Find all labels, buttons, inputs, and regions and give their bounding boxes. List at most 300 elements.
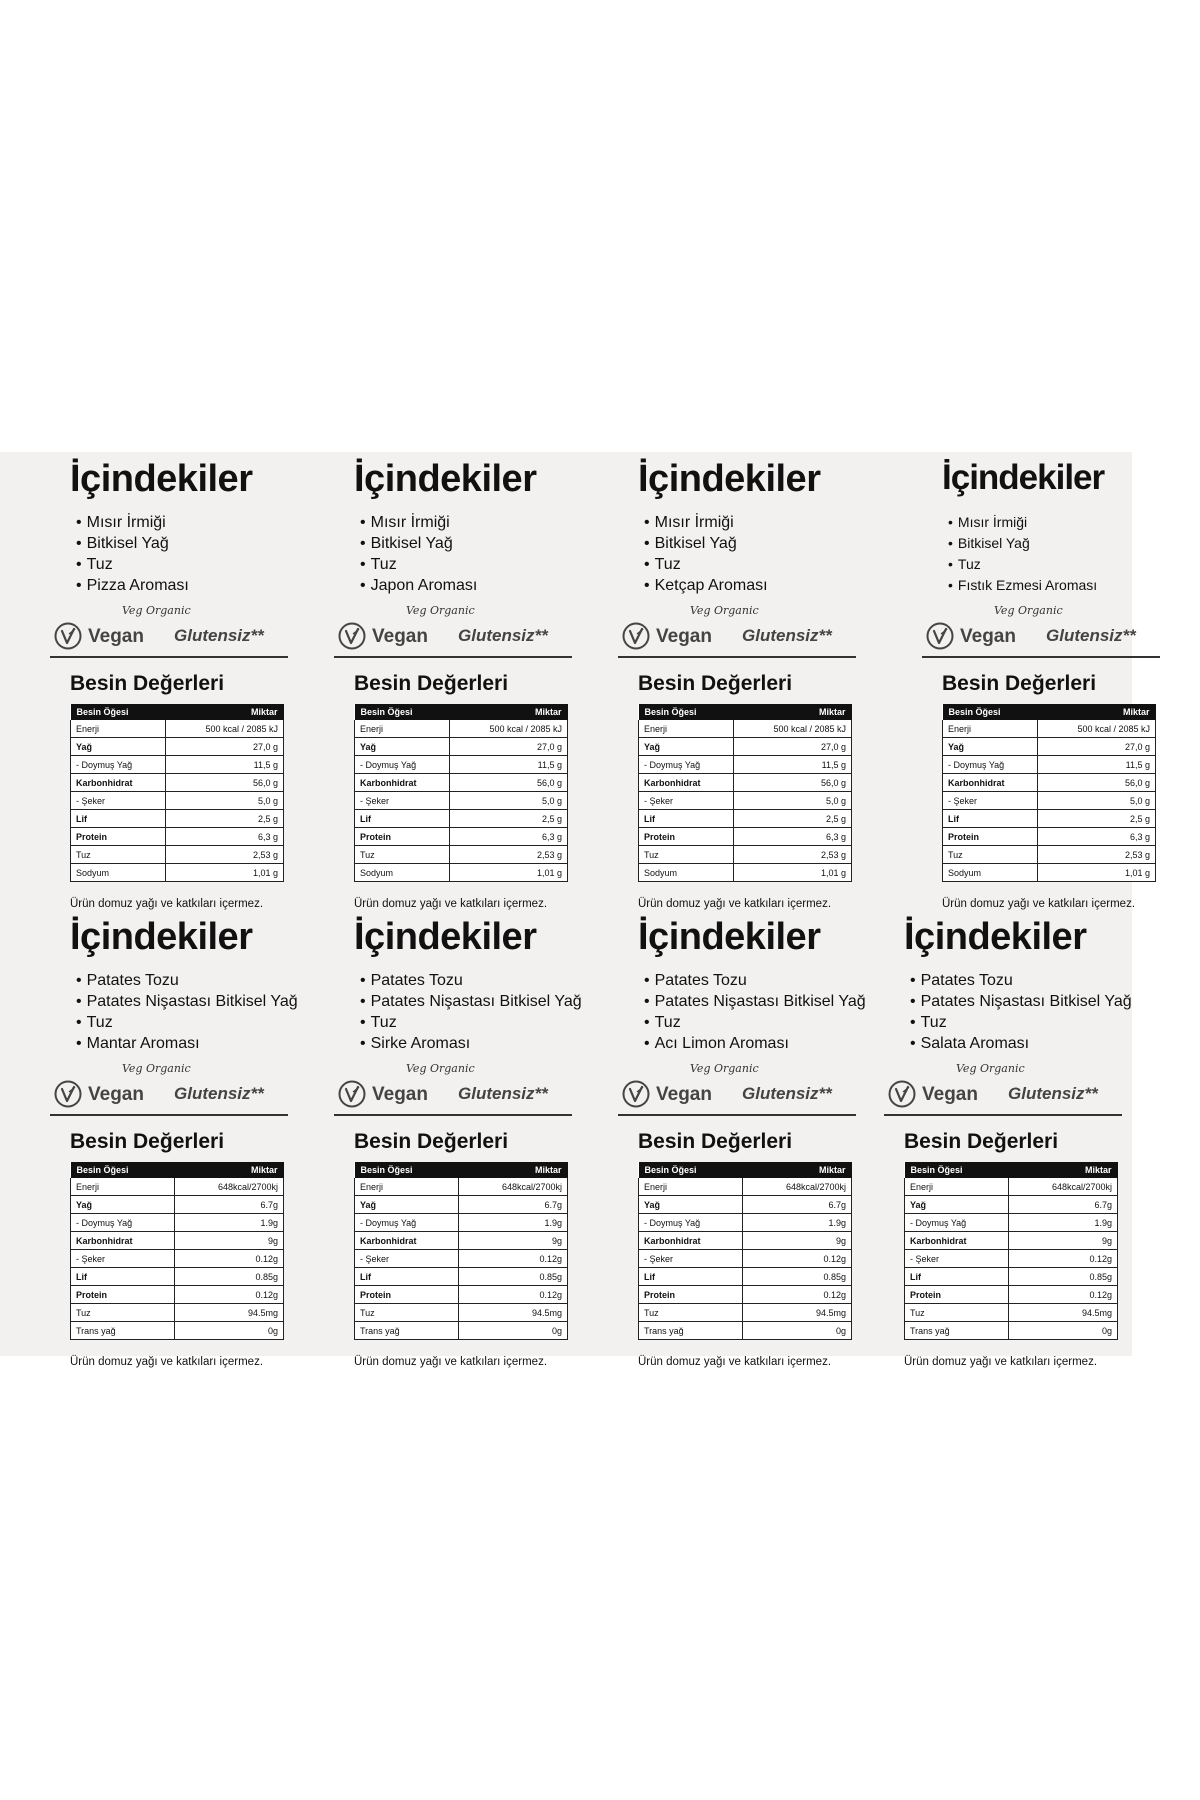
nutrient-value: 11,5 g — [450, 756, 568, 774]
nutrient-name: Lif — [905, 1268, 1009, 1286]
table-row — [71, 774, 284, 792]
table-row — [905, 1232, 1118, 1250]
nutrient-value: 0.12g — [458, 1250, 567, 1268]
nutrition-table — [70, 1162, 284, 1340]
table-header-row — [943, 704, 1156, 720]
nutrient-value: 1,01 g — [166, 864, 284, 882]
table-row — [71, 846, 284, 864]
table-row — [355, 756, 568, 774]
ingredient-item: • Patates Nişastası Bitkisel Yağ — [76, 991, 298, 1012]
ingredient-item: • Tuz — [76, 554, 189, 575]
label-panel — [876, 910, 1132, 1368]
table-row — [71, 828, 284, 846]
table-row — [71, 1304, 284, 1322]
nutrient-name: Sodyum — [639, 864, 734, 882]
nutrition-heading: Besin Değerleri — [638, 672, 793, 695]
ingredient-item: • Mısır İrmiği — [644, 512, 768, 533]
label-panel — [914, 452, 1164, 910]
table-row — [943, 792, 1156, 810]
table-row — [639, 1286, 852, 1304]
nutrient-value: 6.7g — [1008, 1196, 1117, 1214]
nutrient-name: Karbonhidrat — [905, 1232, 1009, 1250]
nutrient-value: 2,5 g — [166, 810, 284, 828]
ingredient-item: • Patates Nişastası Bitkisel Yağ — [360, 991, 582, 1012]
vegan-label: Vegan — [372, 1084, 428, 1105]
table-row — [639, 738, 852, 756]
nutrient-value: 500 kcal / 2085 kJ — [166, 720, 284, 738]
nutrient-name: Protein — [639, 1286, 743, 1304]
nutrient-name: Lif — [639, 1268, 743, 1286]
nutrient-name: Lif — [943, 810, 1038, 828]
nutrient-value: 1,01 g — [1038, 864, 1156, 882]
gluten-free-label: Glutensiz** — [1046, 626, 1136, 645]
nutrient-name: Karbonhidrat — [943, 774, 1038, 792]
table-row — [639, 1268, 852, 1286]
column-header-amount: Miktar — [174, 1162, 283, 1178]
table-row — [639, 846, 852, 864]
table-row — [71, 756, 284, 774]
nutrient-value: 27,0 g — [734, 738, 852, 756]
table-row — [943, 774, 1156, 792]
nutrient-name: Yağ — [905, 1196, 1009, 1214]
vegan-label: Vegan — [960, 626, 1016, 647]
nutrient-value: 2,53 g — [1038, 846, 1156, 864]
nutrient-name: Enerji — [71, 1178, 175, 1196]
gluten-free-label: Glutensiz** — [458, 626, 548, 645]
nutrient-name: Lif — [355, 810, 450, 828]
nutrient-name: Yağ — [71, 1196, 175, 1214]
nutrient-name: Tuz — [943, 846, 1038, 864]
nutrient-value: 6,3 g — [734, 828, 852, 846]
nutrient-value: 27,0 g — [166, 738, 284, 756]
table-row — [71, 1250, 284, 1268]
nutrient-value: 2,5 g — [450, 810, 568, 828]
ingredient-list — [644, 970, 866, 1054]
nutrient-value: 648kcal/2700kj — [1008, 1178, 1117, 1196]
table-header-row — [355, 1162, 568, 1178]
ingredients-title: İçindekiler — [70, 916, 253, 958]
ingredient-item: • Tuz — [948, 554, 1097, 575]
pork-free-note: Ürün domuz yağı ve katkıları içermez. — [638, 898, 832, 910]
nutrient-name: Karbonhidrat — [639, 774, 734, 792]
ingredient-item: • Patates Tozu — [360, 970, 582, 991]
table-row — [639, 864, 852, 882]
nutrient-value: 1,01 g — [734, 864, 852, 882]
ingredient-list — [76, 512, 189, 596]
table-header-row — [905, 1162, 1118, 1178]
nutrient-value: 1.9g — [1008, 1214, 1117, 1232]
ingredients-title: İçindekiler — [70, 458, 253, 500]
table-row — [355, 1196, 568, 1214]
nutrient-name: Trans yağ — [355, 1322, 459, 1340]
nutrition-heading: Besin Değerleri — [942, 672, 1097, 695]
nutrient-name: Tuz — [71, 846, 166, 864]
ingredient-list — [644, 512, 768, 596]
ingredient-item: • Bitkisel Yağ — [360, 533, 477, 554]
ingredient-item: • Patates Tozu — [910, 970, 1132, 991]
vegan-label: Vegan — [88, 626, 144, 647]
table-row — [639, 1322, 852, 1340]
nutrient-name: Tuz — [355, 1304, 459, 1322]
nutrition-heading: Besin Değerleri — [904, 1130, 1059, 1153]
ingredients-title: İçindekiler — [638, 916, 821, 958]
nutrient-value: 648kcal/2700kj — [742, 1178, 851, 1196]
nutrition-heading: Besin Değerleri — [354, 1130, 509, 1153]
nutrition-table — [942, 704, 1156, 882]
table-row — [71, 1214, 284, 1232]
table-row — [905, 1268, 1118, 1286]
table-row — [71, 1178, 284, 1196]
nutrient-name: Karbonhidrat — [71, 774, 166, 792]
nutrient-name: Yağ — [355, 738, 450, 756]
vegan-leaf-icon — [338, 622, 366, 650]
nutrient-name: - Şeker — [355, 792, 450, 810]
table-row — [639, 1196, 852, 1214]
ingredient-item: • Tuz — [910, 1012, 1132, 1033]
table-row — [639, 1214, 852, 1232]
nutrient-value: 0g — [174, 1322, 283, 1340]
nutrient-name: Lif — [639, 810, 734, 828]
vegan-label: Vegan — [922, 1084, 978, 1105]
ingredient-item: • Japon Aroması — [360, 575, 477, 596]
label-panel — [610, 910, 866, 1368]
ingredient-item: • Bitkisel Yağ — [948, 533, 1097, 554]
vegan-leaf-icon — [888, 1080, 916, 1108]
nutrient-value: 1,01 g — [450, 864, 568, 882]
nutrient-value: 0.85g — [1008, 1268, 1117, 1286]
ingredients-title: İçindekiler — [354, 458, 537, 500]
ingredients-title: İçindekiler — [904, 916, 1087, 958]
table-row — [943, 738, 1156, 756]
column-header-amount: Miktar — [458, 1162, 567, 1178]
table-row — [639, 792, 852, 810]
nutrient-name: Tuz — [71, 1304, 175, 1322]
table-row — [71, 1286, 284, 1304]
nutrient-value: 11,5 g — [1038, 756, 1156, 774]
nutrient-name: Lif — [71, 1268, 175, 1286]
vegan-leaf-icon — [338, 1080, 366, 1108]
table-row — [355, 738, 568, 756]
nutrition-table — [904, 1162, 1118, 1340]
table-row — [905, 1214, 1118, 1232]
nutrient-name: Yağ — [943, 738, 1038, 756]
nutrient-value: 5,0 g — [734, 792, 852, 810]
table-row — [71, 1322, 284, 1340]
table-row — [639, 720, 852, 738]
nutrient-value: 9g — [458, 1232, 567, 1250]
table-row — [905, 1304, 1118, 1322]
nutrient-value: 2,53 g — [166, 846, 284, 864]
ingredient-list — [910, 970, 1132, 1054]
nutrient-name: Enerji — [355, 720, 450, 738]
ingredients-title: İçindekiler — [354, 916, 537, 958]
pork-free-note: Ürün domuz yağı ve katkıları içermez. — [70, 1356, 264, 1368]
brand-logo: Veg Organic — [122, 604, 191, 617]
nutrient-name: Yağ — [355, 1196, 459, 1214]
ingredient-item: • Bitkisel Yağ — [76, 533, 189, 554]
ingredient-item: • Tuz — [76, 1012, 298, 1033]
nutrient-value: 0.85g — [458, 1268, 567, 1286]
vegan-leaf-icon — [622, 622, 650, 650]
table-row — [639, 810, 852, 828]
nutrient-name: - Şeker — [639, 792, 734, 810]
nutrient-value: 94.5mg — [742, 1304, 851, 1322]
nutrition-heading: Besin Değerleri — [354, 672, 509, 695]
table-row — [905, 1178, 1118, 1196]
nutrient-value: 6.7g — [174, 1196, 283, 1214]
diet-badges — [922, 620, 1160, 658]
diet-badges — [334, 1078, 572, 1116]
table-row — [355, 1232, 568, 1250]
nutrient-name: Protein — [943, 828, 1038, 846]
table-row — [355, 810, 568, 828]
column-header-amount: Miktar — [1008, 1162, 1117, 1178]
nutrient-value: 500 kcal / 2085 kJ — [1038, 720, 1156, 738]
nutrient-name: Yağ — [71, 738, 166, 756]
nutrient-name: Tuz — [355, 846, 450, 864]
vegan-label: Vegan — [88, 1084, 144, 1105]
table-row — [905, 1196, 1118, 1214]
brand-logo: Veg Organic — [122, 1062, 191, 1075]
table-row — [639, 1304, 852, 1322]
nutrient-value: 2,53 g — [450, 846, 568, 864]
table-row — [355, 864, 568, 882]
pork-free-note: Ürün domuz yağı ve katkıları içermez. — [70, 898, 264, 910]
ingredient-item: • Tuz — [644, 554, 768, 575]
nutrient-value: 0.12g — [174, 1286, 283, 1304]
vegan-leaf-icon — [622, 1080, 650, 1108]
nutrient-name: Sodyum — [943, 864, 1038, 882]
ingredient-item: • Patates Nişastası Bitkisel Yağ — [644, 991, 866, 1012]
brand-logo: Veg Organic — [690, 1062, 759, 1075]
column-header-amount: Miktar — [734, 704, 852, 720]
nutrient-value: 94.5mg — [1008, 1304, 1117, 1322]
nutrition-heading: Besin Değerleri — [638, 1130, 793, 1153]
nutrient-name: Lif — [71, 810, 166, 828]
nutrient-value: 56,0 g — [166, 774, 284, 792]
table-row — [943, 756, 1156, 774]
table-header-row — [639, 1162, 852, 1178]
table-header-row — [71, 704, 284, 720]
nutrient-value: 56,0 g — [450, 774, 568, 792]
nutrient-name: - Doymuş Yağ — [355, 756, 450, 774]
label-panel — [326, 452, 576, 910]
table-row — [943, 846, 1156, 864]
ingredients-title: İçindekiler — [942, 458, 1105, 497]
ingredient-item: • Mısır İrmiği — [948, 512, 1097, 533]
gluten-free-label: Glutensiz** — [174, 626, 264, 645]
nutrient-value: 1.9g — [742, 1214, 851, 1232]
ingredient-item: • Sirke Aroması — [360, 1033, 582, 1054]
gluten-free-label: Glutensiz** — [174, 1084, 264, 1103]
nutrient-value: 6.7g — [458, 1196, 567, 1214]
gluten-free-label: Glutensiz** — [742, 626, 832, 645]
brand-logo: Veg Organic — [406, 604, 475, 617]
diet-badges — [334, 620, 572, 658]
table-row — [71, 792, 284, 810]
nutrient-value: 0.85g — [174, 1268, 283, 1286]
table-row — [355, 1214, 568, 1232]
nutrient-name: Protein — [71, 1286, 175, 1304]
ingredient-item: • Acı Limon Aroması — [644, 1033, 866, 1054]
table-row — [355, 1268, 568, 1286]
column-header-item: Besin Öğesi — [943, 704, 1038, 720]
table-row — [943, 810, 1156, 828]
vegan-leaf-icon — [54, 622, 82, 650]
nutrient-value: 0g — [458, 1322, 567, 1340]
ingredient-item: • Tuz — [360, 1012, 582, 1033]
ingredient-list — [360, 512, 477, 596]
table-row — [943, 828, 1156, 846]
ingredient-item: • Tuz — [360, 554, 477, 575]
nutrition-table — [638, 704, 852, 882]
ingredient-list — [948, 512, 1097, 596]
nutrient-name: - Doymuş Yağ — [943, 756, 1038, 774]
ingredient-item: • Fıstık Ezmesi Aroması — [948, 575, 1097, 596]
table-row — [71, 1196, 284, 1214]
nutrient-name: Karbonhidrat — [355, 1232, 459, 1250]
label-panel — [42, 452, 292, 910]
nutrient-value: 648kcal/2700kj — [458, 1178, 567, 1196]
nutrient-name: Protein — [905, 1286, 1009, 1304]
table-header-row — [71, 1162, 284, 1178]
ingredient-list — [360, 970, 582, 1054]
nutrient-value: 2,5 g — [734, 810, 852, 828]
nutrient-name: Enerji — [639, 720, 734, 738]
vegan-leaf-icon — [926, 622, 954, 650]
nutrient-name: Karbonhidrat — [639, 1232, 743, 1250]
brand-logo: Veg Organic — [406, 1062, 475, 1075]
diet-badges — [50, 1078, 288, 1116]
table-row — [905, 1286, 1118, 1304]
nutrition-table — [70, 704, 284, 882]
nutrient-value: 0.12g — [742, 1286, 851, 1304]
label-panel — [326, 910, 582, 1368]
column-header-item: Besin Öğesi — [71, 704, 166, 720]
pork-free-note: Ürün domuz yağı ve katkıları içermez. — [354, 898, 548, 910]
column-header-amount: Miktar — [450, 704, 568, 720]
pork-free-note: Ürün domuz yağı ve katkıları içermez. — [354, 1356, 548, 1368]
column-header-item: Besin Öğesi — [639, 704, 734, 720]
table-header-row — [639, 704, 852, 720]
brand-logo: Veg Organic — [956, 1062, 1025, 1075]
nutrient-value: 2,53 g — [734, 846, 852, 864]
label-panel — [610, 452, 860, 910]
table-row — [355, 846, 568, 864]
column-header-item: Besin Öğesi — [355, 704, 450, 720]
ingredients-title: İçindekiler — [638, 458, 821, 500]
nutrient-value: 5,0 g — [450, 792, 568, 810]
table-row — [639, 1232, 852, 1250]
nutrient-value: 0.12g — [174, 1250, 283, 1268]
nutrient-value: 6.7g — [742, 1196, 851, 1214]
nutrient-value: 27,0 g — [1038, 738, 1156, 756]
diet-badges — [618, 620, 856, 658]
table-row — [355, 1178, 568, 1196]
nutrient-name: - Doymuş Yağ — [639, 756, 734, 774]
nutrient-name: Enerji — [71, 720, 166, 738]
nutrient-value: 0g — [1008, 1322, 1117, 1340]
pork-free-note: Ürün domuz yağı ve katkıları içermez. — [942, 898, 1136, 910]
nutrient-name: Tuz — [639, 1304, 743, 1322]
table-row — [71, 738, 284, 756]
nutrient-name: Protein — [355, 1286, 459, 1304]
nutrient-value: 0.85g — [742, 1268, 851, 1286]
nutrient-name: Sodyum — [71, 864, 166, 882]
nutrient-value: 94.5mg — [174, 1304, 283, 1322]
nutrient-name: - Şeker — [905, 1250, 1009, 1268]
brand-logo: Veg Organic — [994, 604, 1063, 617]
table-row — [355, 774, 568, 792]
ingredient-item: • Salata Aroması — [910, 1033, 1132, 1054]
brand-logo: Veg Organic — [690, 604, 759, 617]
nutrient-value: 56,0 g — [1038, 774, 1156, 792]
nutrient-name: - Şeker — [943, 792, 1038, 810]
nutrient-value: 0.12g — [1008, 1286, 1117, 1304]
nutrition-table — [354, 704, 568, 882]
nutrient-name: - Doymuş Yağ — [355, 1214, 459, 1232]
nutrient-value: 5,0 g — [1038, 792, 1156, 810]
nutrient-value: 9g — [1008, 1232, 1117, 1250]
nutrient-name: - Doymuş Yağ — [71, 756, 166, 774]
nutrient-value: 9g — [742, 1232, 851, 1250]
nutrient-value: 6,3 g — [450, 828, 568, 846]
nutrient-value: 500 kcal / 2085 kJ — [734, 720, 852, 738]
gluten-free-label: Glutensiz** — [458, 1084, 548, 1103]
label-panel — [42, 910, 298, 1368]
ingredient-item: • Mısır İrmiği — [360, 512, 477, 533]
table-row — [943, 720, 1156, 738]
table-row — [71, 1232, 284, 1250]
column-header-amount: Miktar — [1038, 704, 1156, 720]
column-header-item: Besin Öğesi — [355, 1162, 459, 1178]
nutrient-name: Lif — [355, 1268, 459, 1286]
nutrient-name: Enerji — [639, 1178, 743, 1196]
nutrient-value: 1.9g — [174, 1214, 283, 1232]
nutrient-name: - Şeker — [71, 1250, 175, 1268]
pork-free-note: Ürün domuz yağı ve katkıları içermez. — [904, 1356, 1098, 1368]
nutrient-name: Yağ — [639, 1196, 743, 1214]
diet-badges — [50, 620, 288, 658]
ingredient-item: • Patates Tozu — [76, 970, 298, 991]
vegan-label: Vegan — [656, 1084, 712, 1105]
table-row — [355, 1304, 568, 1322]
ingredient-item: • Ketçap Aroması — [644, 575, 768, 596]
nutrient-value: 11,5 g — [166, 756, 284, 774]
table-row — [943, 864, 1156, 882]
table-row — [355, 1286, 568, 1304]
nutrient-value: 6,3 g — [1038, 828, 1156, 846]
nutrient-name: - Doymuş Yağ — [639, 1214, 743, 1232]
nutrient-value: 94.5mg — [458, 1304, 567, 1322]
nutrient-name: - Doymuş Yağ — [905, 1214, 1009, 1232]
column-header-item: Besin Öğesi — [905, 1162, 1009, 1178]
nutrient-value: 0.12g — [742, 1250, 851, 1268]
nutrient-name: Trans yağ — [905, 1322, 1009, 1340]
table-row — [639, 828, 852, 846]
table-row — [355, 828, 568, 846]
table-row — [355, 720, 568, 738]
gluten-free-label: Glutensiz** — [1008, 1084, 1098, 1103]
ingredient-item: • Patates Tozu — [644, 970, 866, 991]
table-row — [355, 792, 568, 810]
nutrition-table — [354, 1162, 568, 1340]
vegan-leaf-icon — [54, 1080, 82, 1108]
nutrient-name: - Doymuş Yağ — [71, 1214, 175, 1232]
vegan-label: Vegan — [372, 626, 428, 647]
nutrition-table — [638, 1162, 852, 1340]
nutrient-value: 0g — [742, 1322, 851, 1340]
